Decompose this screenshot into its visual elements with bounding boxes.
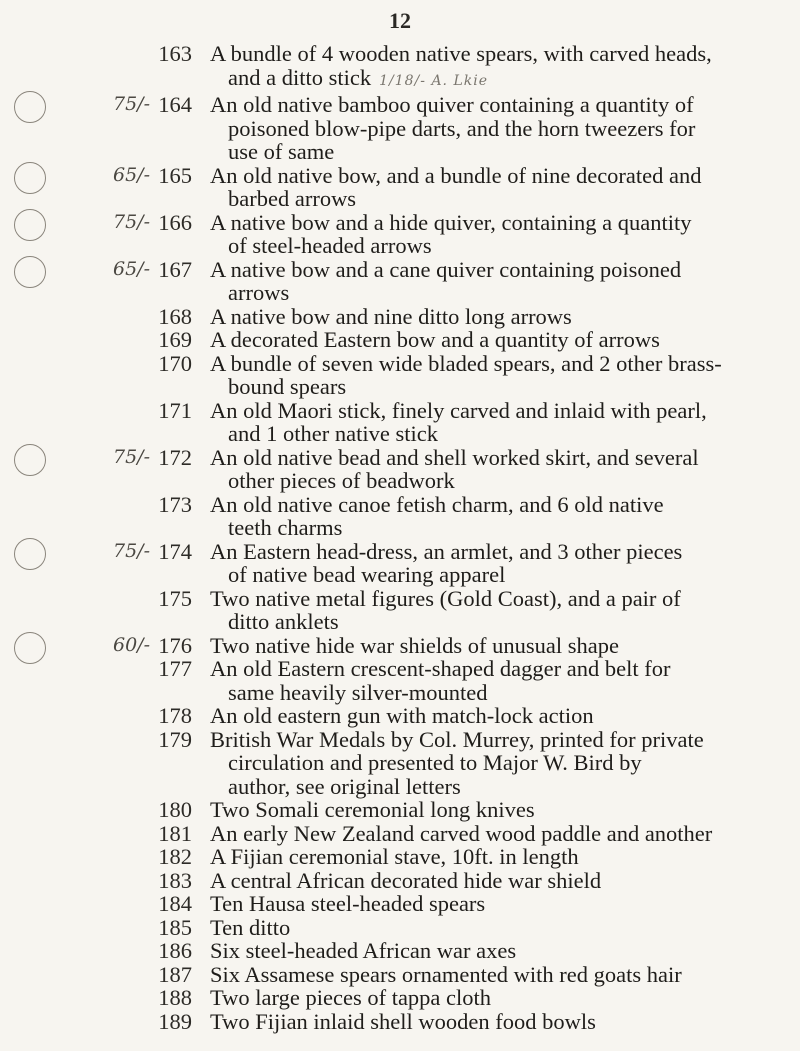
description-line: Two large pieces of tappa cloth [210,985,492,1010]
lot-entry [0,164,800,211]
description-line: A central African decorated hide war shield [210,867,602,893]
lot-description [210,42,750,93]
description-line: An early New Zealand carved wood paddle and another [210,820,713,846]
lot-entry [0,798,800,822]
description-line: teeth charms [228,515,343,540]
margin-bracket-mark [14,162,46,194]
lot-description [210,1010,750,1034]
lot-description [210,399,750,446]
lot-entry [0,869,800,893]
lot-number: 164 [158,92,192,117]
catalogue-list [0,42,800,1033]
handwritten-price: 65/- [113,163,150,186]
lot-description [210,798,750,822]
description-line: arrows [228,280,290,305]
lot-number: 175 [158,585,192,611]
lot-entry [0,916,800,940]
description-line: use of same [228,139,335,164]
lot-description [210,963,750,987]
description-line: Six Assamese spears ornamented with red goats hair [210,961,682,987]
lot-number: 187 [158,961,192,987]
lot-number: 186 [158,938,192,963]
description-line: An old Eastern crescent-shaped dagger and belt for [210,656,671,681]
lot-number: 172 [158,444,192,470]
description-line: Two native metal figures (Gold Coast), and a pair of [210,585,681,611]
handwritten-annotation: 1/18/- A. Lkie [379,72,488,89]
lot-description [210,657,750,704]
lot-entry [0,986,800,1010]
lot-number: 165 [158,162,192,188]
handwritten-price: 75/- [113,93,150,115]
lot-description [210,892,750,916]
description-line: An old eastern gun with match-lock action [210,703,594,728]
lot-number: 182 [158,844,192,869]
lot-entry [0,587,800,634]
lot-number: 166 [158,209,192,235]
description-line: Two Fijian inlaid shell wooden food bowls [210,1008,596,1034]
lot-entry [0,305,800,329]
lot-entry [0,399,800,446]
lot-number: 176 [158,632,192,658]
lot-entry [0,892,800,916]
handwritten-price: 65/- [113,257,150,280]
lot-number: 185 [158,914,192,940]
lot-description [210,164,750,211]
lot-description [210,822,750,846]
lot-description [210,869,750,893]
description-line: Two native hide war shields of unusual shape [210,632,619,658]
lot-entry [0,704,800,728]
lot-description [210,305,750,329]
lot-description [210,352,750,399]
lot-description [210,704,750,728]
description-line: poisoned blow-pipe darts, and the horn tweezers for [228,115,696,141]
description-line: A Fijian ceremonial stave, 10ft. in length [210,844,579,869]
handwritten-price: 75/- [113,445,150,468]
page-number: 12 [389,8,411,33]
margin-bracket-mark [14,91,46,123]
description-line: An old native bamboo quiver containing a quantity of [210,92,694,117]
lot-entry [0,493,800,540]
description-line: A bundle of seven wide bladed spears, and 2 other brass- [210,350,722,376]
description-line: of steel-headed arrows [228,233,432,258]
lot-description [210,540,750,587]
lot-number: 163 [158,41,192,66]
lot-number: 189 [158,1008,192,1034]
lot-number: 181 [158,820,192,846]
lot-entry [0,352,800,399]
description-line: author, see original letters [228,773,461,799]
lot-description [210,986,750,1010]
lot-entry [0,211,800,258]
lot-number: 169 [158,327,192,352]
lot-number: 171 [158,397,192,423]
lot-entry [0,657,800,704]
description-line: and 1 other native stick [228,421,438,446]
description-line: A native bow and nine ditto long arrows [210,303,572,329]
lot-description [210,211,750,258]
margin-bracket-mark [14,256,46,288]
description-line: An old native bead and shell worked skirt, and several [210,444,699,470]
handwritten-price: 75/- [113,539,150,562]
description-line: Ten Hausa steel-headed spears [210,891,486,916]
lot-entry [0,963,800,987]
description-line: An old native canoe fetish charm, and 6 old native [210,491,664,517]
lot-number: 174 [158,538,192,564]
margin-bracket-mark [14,538,46,570]
description-line: same heavily silver-mounted [228,679,488,705]
lot-number: 177 [158,656,192,681]
lot-number: 173 [158,491,192,517]
description-line: barbed arrows [228,186,357,211]
lot-entry [0,845,800,869]
margin-bracket-mark [14,444,46,476]
description-line: Ten ditto [210,914,291,940]
lot-entry [0,634,800,658]
description-line: other pieces of beadwork [228,468,455,493]
lot-entry [0,540,800,587]
lot-description [210,916,750,940]
lot-entry [0,728,800,799]
description-line: A native bow and a hide quiver, containing a quantity [210,209,692,235]
description-line: A native bow and a cane quiver containing poisoned [210,256,682,282]
lot-entry [0,446,800,493]
description-line: A bundle of 4 wooden native spears, with carved heads, [210,41,712,66]
lot-number: 167 [158,256,192,282]
lot-number: 184 [158,891,192,916]
description-line: Six steel-headed African war axes [210,938,517,963]
description-line: A decorated Eastern bow and a quantity of arrows [210,327,660,352]
description-line: Two Somali ceremonial long knives [210,797,535,822]
description-line: and a ditto stick 1/18/- A. Lkie [228,64,488,90]
lot-entry [0,822,800,846]
description-line: British War Medals by Col. Murrey, printed for private [210,726,704,752]
lot-description [210,634,750,658]
lot-entry [0,42,800,93]
lot-number: 170 [158,350,192,376]
lot-entry [0,939,800,963]
handwritten-price: 60/- [113,633,150,656]
lot-number: 178 [158,703,192,728]
lot-entry [0,258,800,305]
lot-description [210,328,750,352]
lot-description [210,446,750,493]
description-line: An Eastern head-dress, an armlet, and 3 other pieces [210,538,683,564]
description-line: circulation and presented to Major W. Bird by [228,750,642,775]
lot-entry [0,328,800,352]
lot-description [210,845,750,869]
description-line: of native bead wearing apparel [228,562,506,587]
lot-number: 180 [158,797,192,822]
lot-entry [0,93,800,164]
margin-bracket-mark [14,209,46,241]
lot-number: 179 [158,726,192,752]
description-line: ditto anklets [228,609,339,634]
lot-number: 168 [158,303,192,329]
description-line: bound spears [228,374,347,399]
description-line: An old Maori stick, finely carved and inlaid with pearl, [210,397,707,423]
lot-number: 183 [158,867,192,893]
lot-entry [0,1010,800,1034]
description-line: An old native bow, and a bundle of nine decorated and [210,162,702,188]
lot-description [210,939,750,963]
lot-description [210,728,750,799]
lot-number: 188 [158,985,192,1010]
lot-description [210,493,750,540]
lot-description [210,258,750,305]
lot-description [210,93,750,164]
handwritten-price: 75/- [113,210,150,233]
lot-description [210,587,750,634]
